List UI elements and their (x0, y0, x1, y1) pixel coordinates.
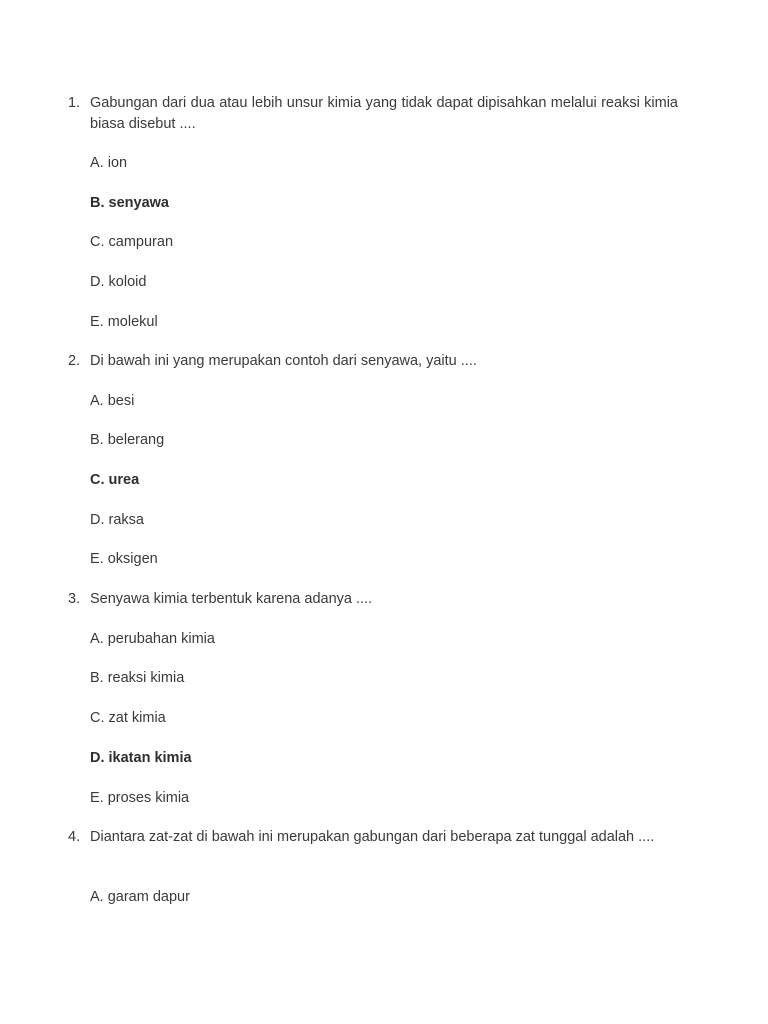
question-number: 3. (68, 591, 81, 607)
option-3c: C. zat kimia (90, 710, 166, 726)
question-number: 1. (68, 95, 81, 111)
option-2b: B. belerang (90, 432, 165, 448)
question-number: 2. (68, 353, 81, 369)
question-2 (68, 351, 678, 372)
option-3e: E. proses kimia (90, 790, 190, 806)
option-4a: A. garam dapur (90, 889, 190, 905)
question-4 (68, 827, 678, 848)
option-1e: E. molekul (90, 314, 158, 330)
option-2d: D. raksa (90, 512, 144, 528)
option-3a: A. perubahan kimia (90, 631, 215, 647)
question-text: Gabungan dari dua atau lebih unsur kimia yang tidak dapat dipisahkan melalui reaksi kimia biasa disebut .... (90, 95, 678, 132)
option-1a: A. ion (90, 155, 128, 171)
question-text: Diantara zat-zat di bawah ini merupakan gabungan dari beberapa zat tunggal adalah .... (90, 829, 655, 845)
question-3 (68, 589, 678, 610)
option-2c-correct: C. urea (90, 472, 140, 488)
option-3d-correct: D. ikatan kimia (90, 750, 192, 766)
question-1 (68, 93, 678, 135)
option-2e: E. oksigen (90, 551, 158, 567)
question-text: Di bawah ini yang merupakan contoh dari senyawa, yaitu .... (90, 353, 477, 369)
option-1d: D. koloid (90, 274, 147, 290)
option-1c: C. campuran (90, 234, 174, 250)
option-3b: B. reaksi kimia (90, 670, 185, 686)
option-1b-correct: B. senyawa (90, 195, 169, 211)
question-text: Senyawa kimia terbentuk karena adanya .... (90, 591, 373, 607)
question-number: 4. (68, 829, 81, 845)
option-2a: A. besi (90, 393, 135, 409)
